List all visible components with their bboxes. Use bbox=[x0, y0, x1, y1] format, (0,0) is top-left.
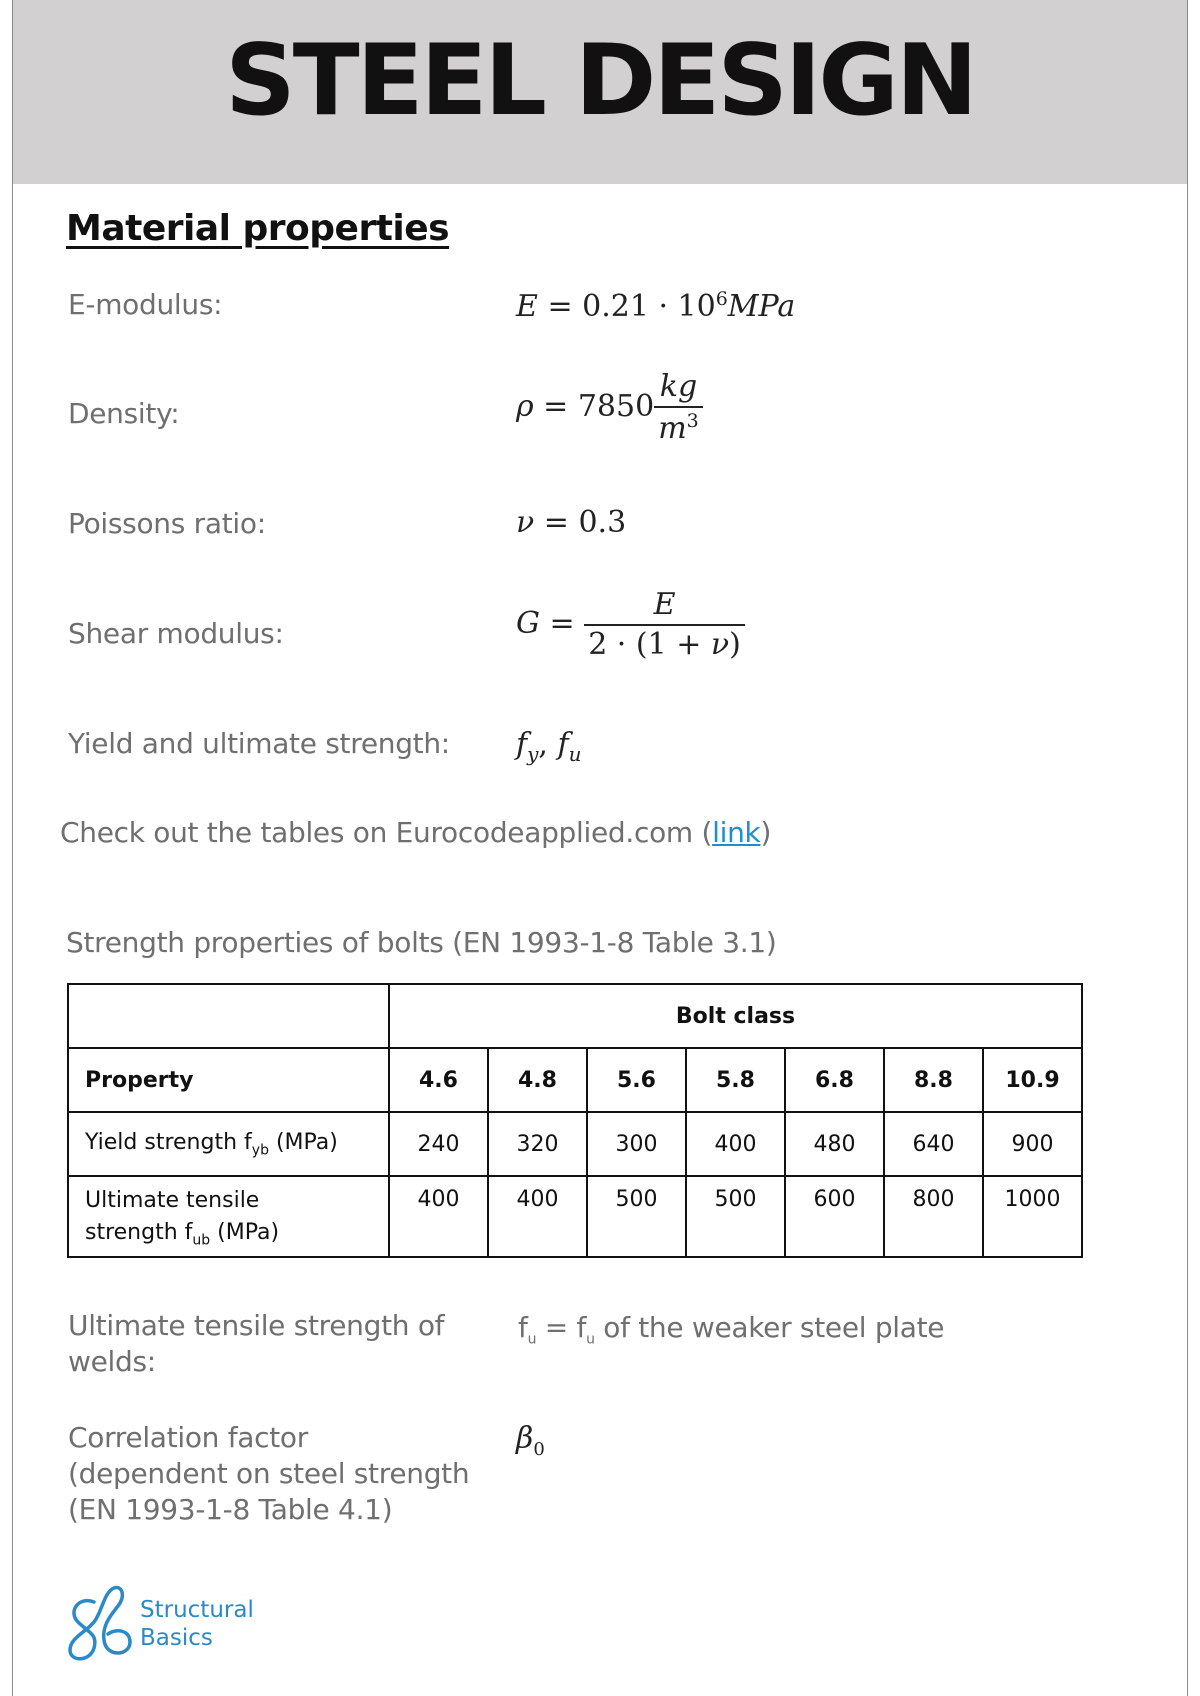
formula-e-modulus: $E = 0.21 \cdot 10^6MPa$ bbox=[516, 288, 796, 324]
table-row bbox=[68, 1048, 1082, 1112]
sb-monogram-icon bbox=[64, 1582, 136, 1666]
table-cell: 900 bbox=[983, 1112, 1082, 1176]
label-yield-ultimate: Yield and ultimate strength: bbox=[68, 727, 450, 760]
table-cell: 300 bbox=[587, 1112, 686, 1176]
formula-density: ρ = 7850 $\frac{kg}{m^3}$ bbox=[516, 372, 703, 444]
class-4-6: 4.6 bbox=[389, 1048, 488, 1112]
table-cell: 600 bbox=[785, 1176, 884, 1257]
class-6-8: 6.8 bbox=[785, 1048, 884, 1112]
table-row bbox=[68, 1176, 1082, 1257]
correlation-symbol: $\beta_0$ bbox=[516, 1421, 545, 1460]
section-heading-material: Material properties bbox=[66, 208, 450, 249]
table-row bbox=[68, 984, 1082, 1048]
table-row bbox=[68, 1112, 1082, 1176]
table-cell: 800 bbox=[884, 1176, 983, 1257]
table-cell: 1000 bbox=[983, 1176, 1082, 1257]
formula-poissons-ratio: ν = 0.3 bbox=[516, 505, 627, 540]
table-cell: 240 bbox=[389, 1112, 488, 1176]
table-cell: 500 bbox=[587, 1176, 686, 1257]
table-cell: 640 bbox=[884, 1112, 983, 1176]
formula-shear-modulus: G = $\frac{E}{2 \cdot (1 + \nu)}$ bbox=[516, 590, 745, 660]
label-poissons-ratio: Poissons ratio: bbox=[68, 507, 266, 540]
class-10-9: 10.9 bbox=[983, 1048, 1082, 1112]
structural-basics-logo bbox=[64, 1582, 254, 1666]
page-title: STEEL DESIGN bbox=[225, 24, 975, 138]
label-correlation-factor: Correlation factor (dependent on steel strength (EN 1993-1-8 Table 4.1) bbox=[68, 1421, 470, 1526]
formula-yield-ultimate: $f_y$, $f_u$ bbox=[516, 727, 582, 766]
table-cell: 400 bbox=[488, 1176, 587, 1257]
bolt-table-caption: Strength properties of bolts (EN 1993-1-8 Table 3.1) bbox=[66, 926, 777, 959]
table-cell: 400 bbox=[389, 1176, 488, 1257]
property-header: Property bbox=[68, 1048, 389, 1112]
class-5-6: 5.6 bbox=[587, 1048, 686, 1112]
bolt-class-header: Bolt class bbox=[389, 984, 1082, 1048]
class-4-8: 4.8 bbox=[488, 1048, 587, 1112]
bolt-strength-table bbox=[67, 983, 1083, 1258]
class-5-8: 5.8 bbox=[686, 1048, 785, 1112]
eurocode-note: Check out the tables on Eurocodeapplied.com (link) bbox=[60, 816, 772, 849]
table-cell-empty bbox=[68, 984, 389, 1048]
label-weld-strength: Ultimate tensile strength of welds: bbox=[68, 1309, 445, 1378]
label-shear-modulus: Shear modulus: bbox=[68, 617, 284, 650]
yield-strength-label: Yield strength $f_{yb}$ (MPa) bbox=[68, 1112, 389, 1176]
label-density: Density: bbox=[68, 397, 180, 430]
eurocode-link[interactable]: link bbox=[712, 816, 761, 849]
table-cell: 400 bbox=[686, 1112, 785, 1176]
table-cell: 480 bbox=[785, 1112, 884, 1176]
logo-text: Structural Basics bbox=[140, 1597, 254, 1651]
table-cell: 500 bbox=[686, 1176, 785, 1257]
weld-strength-value: $f_u = f_u$ of the weaker steel plate bbox=[518, 1311, 945, 1348]
label-e-modulus: E-modulus: bbox=[68, 288, 223, 321]
class-8-8: 8.8 bbox=[884, 1048, 983, 1112]
ultimate-strength-label: Ultimate tensile strength $f_{ub}$ (MPa) bbox=[68, 1176, 389, 1257]
table-cell: 320 bbox=[488, 1112, 587, 1176]
